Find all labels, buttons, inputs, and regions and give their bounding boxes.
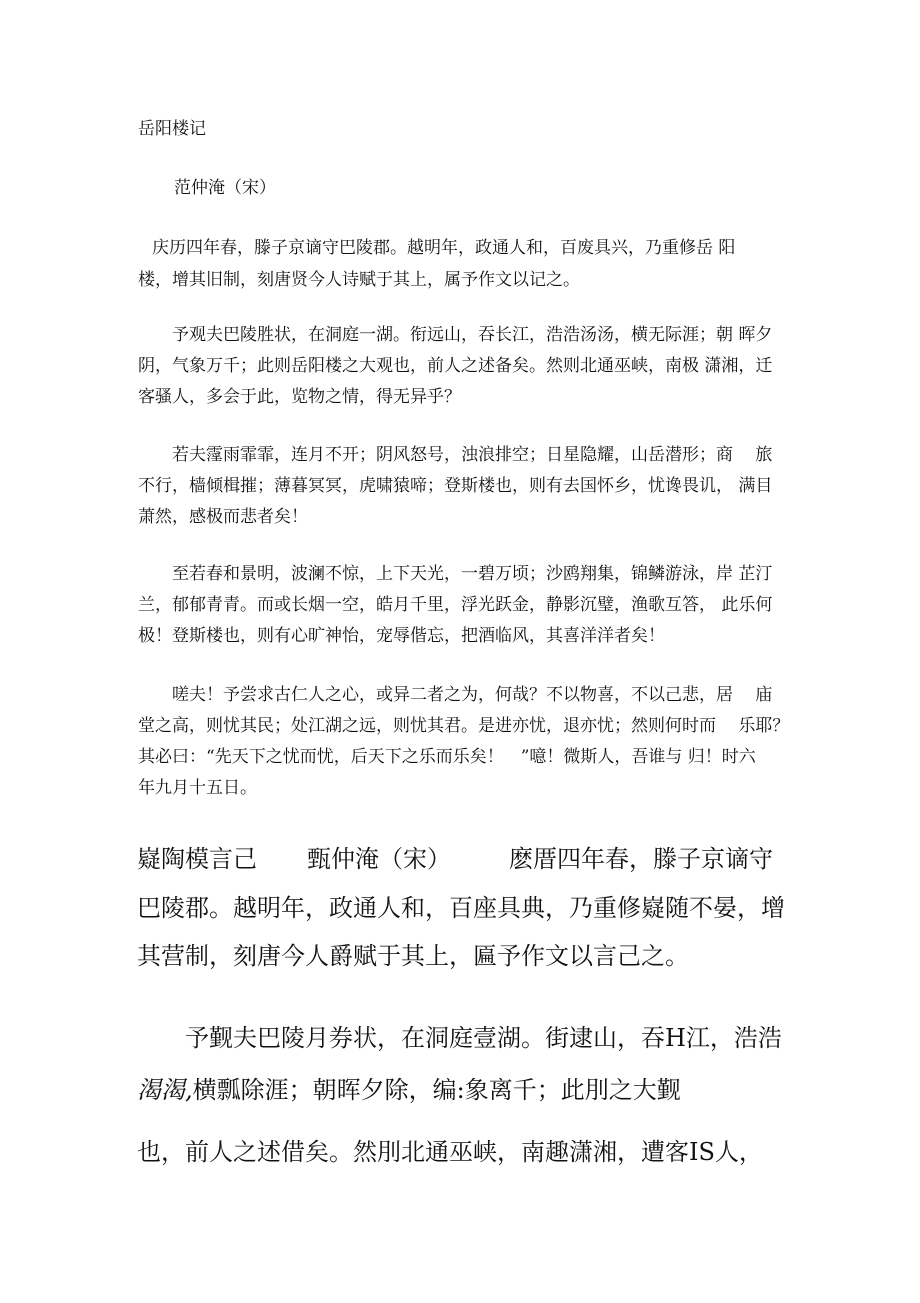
- paragraph-line: 阴，气象万千；此则岳阳楼之大观也，前人之述备矣。然则北通巫峡，南极 潇湘，迁: [138, 356, 773, 376]
- paragraph-line: 不行，樯倾楫摧；薄暮冥冥，虎啸猿啼；登斯楼也，则有去国怀乡，忧谗畏讥， 满目: [138, 476, 773, 496]
- paragraph-line: 萧然，感极而悲者矣！: [138, 507, 308, 527]
- garbled-text: 麽厝四年春，滕子京谪守: [509, 845, 773, 873]
- paragraph-line: 客骚人，多会于此，览物之情，得无异乎？: [138, 387, 461, 407]
- garbled-line-3: 其营制，刻唐今人爵赋于其上，匾予作文以言己之。: [137, 942, 689, 970]
- garbled-para2-line-1: 予觐夫巴陵月券状，在洞庭壹湖。街逮山，吞H江，浩浩: [185, 1024, 782, 1052]
- garbled-text: 横瓢除涯；朝晖夕除，编:象离千；此刖之大觐: [192, 1076, 681, 1104]
- document-title: 岳阳楼记: [138, 119, 206, 139]
- paragraph-3: [138, 443, 772, 529]
- garbled-author: 甄仲淹（宋）: [307, 845, 451, 873]
- paragraph-line: 其必曰：“先天下之忧而忧，后天下之乐而乐矣！ ”噫！微斯人，吾谁与 归！时六: [138, 747, 756, 767]
- paragraph-2: [138, 323, 772, 409]
- paragraph-line: 庆历四年春，滕子京谪守巴陵郡。越明年，政通人和，百废具兴，乃重修岳 阳: [152, 238, 736, 258]
- garbled-title: 嶷陶模言己: [137, 845, 257, 873]
- paragraph-line: 予观夫巴陵胜状，在洞庭一湖。衔远山，吞长江，浩浩汤汤，横无际涯；朝 晖夕: [172, 325, 773, 345]
- paragraph-line: 至若春和景明，波澜不惊，上下天光，一碧万顷；沙鸥翔集，锦鳞游泳，岸 芷汀: [172, 564, 773, 584]
- garbled-line-2: 巴陵郡。越明年，政通人和，百座具典，乃重修嶷随不晏，增: [137, 894, 785, 922]
- paragraph-line: 嗟夫！予尝求古仁人之心，或异二者之为，何哉？不以物喜，不以己悲，居 庙: [172, 685, 773, 705]
- paragraph-line: 堂之高，则忧其民；处江湖之远，则忧其君。是进亦忧，退亦忧；然则何时而 乐耶？: [138, 716, 790, 736]
- paragraph-5: [138, 683, 789, 800]
- garbled-para2-line-3: 也，前人之述借矣。然刖北通巫峡，南趣潇湘，遭客IS人，: [137, 1138, 763, 1166]
- document-author: 范仲淹（宋）: [174, 178, 276, 198]
- paragraph-line: 若夫霪雨霏霏，连月不开；阴风怒号，浊浪排空；日星隐耀，山岳潜形；商 旅: [172, 445, 773, 465]
- paragraph-1: [138, 236, 735, 292]
- paragraph-4: [138, 562, 772, 648]
- paragraph-line: 兰，郁郁青青。而或长烟一空，皓月千里，浮光跃金，静影沉璧，渔歌互答， 此乐何: [138, 595, 773, 615]
- paragraph-line: 楼，增其旧制，刻唐贤今人诗赋于其上，属予作文以记之。: [138, 270, 580, 290]
- paragraph-line: 极！登斯楼也，则有心旷神怡，宠辱偕忘，把酒临风，其喜洋洋者矣！: [138, 626, 665, 646]
- garbled-para2-line-2: [137, 1074, 681, 1106]
- garbled-italic-word: 渴渴,: [137, 1076, 193, 1104]
- garbled-line-1: [137, 843, 773, 875]
- paragraph-line: 年九月十五日。: [138, 778, 257, 798]
